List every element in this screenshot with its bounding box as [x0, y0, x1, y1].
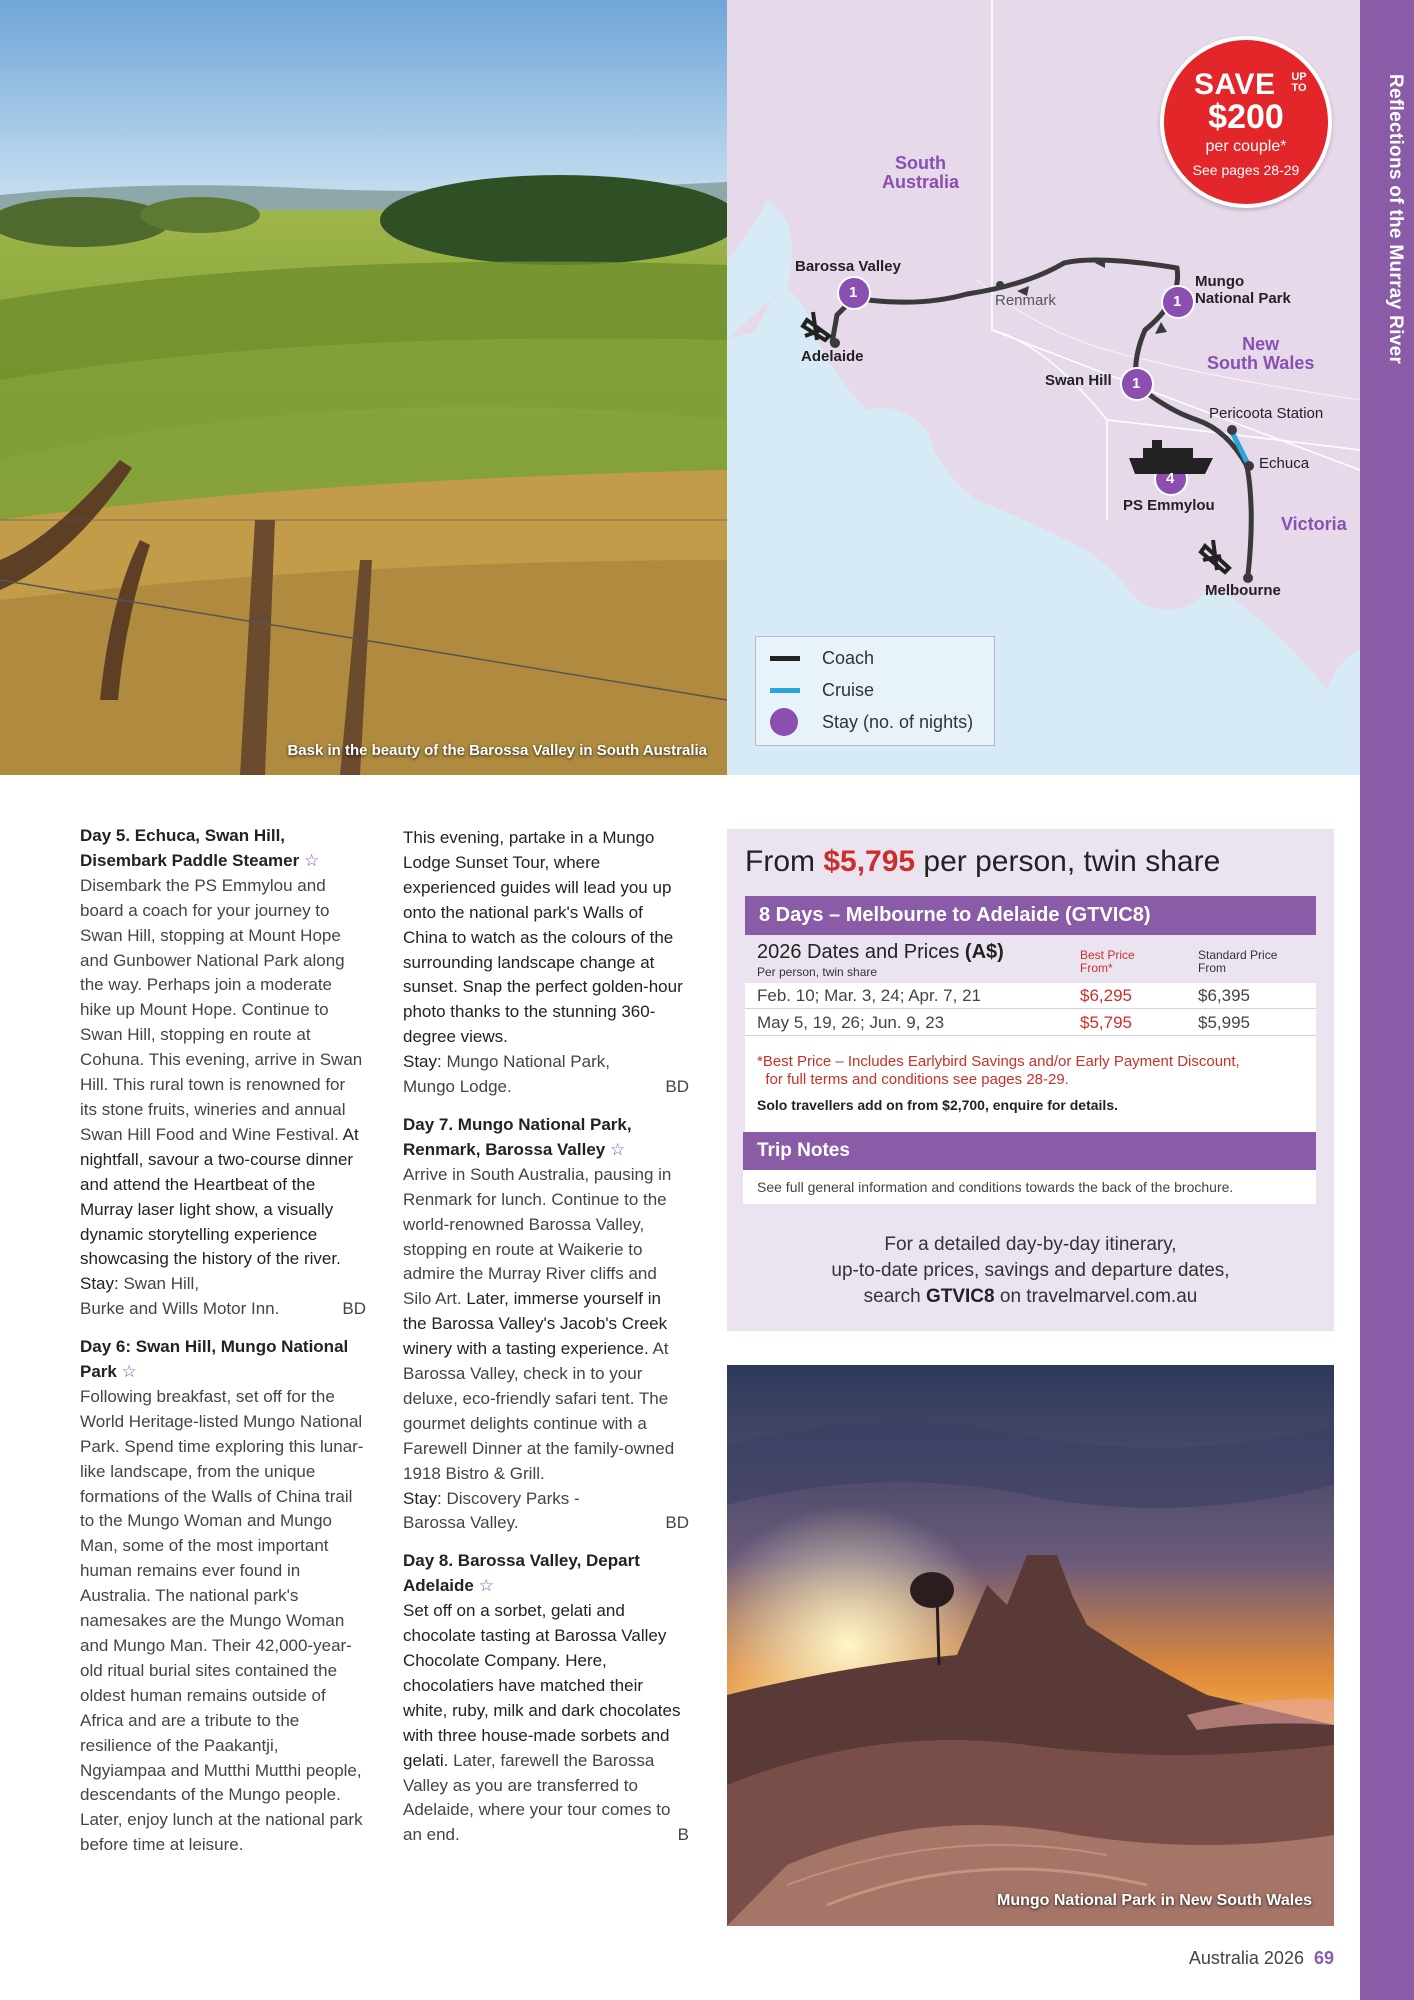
standard-price-header: Standard Price From: [1198, 948, 1278, 975]
day-5-stay-line-1: Swan Hill,: [118, 1274, 200, 1294]
day-7-title-text: Day 7. Mungo National Park, Renmark, Barossa Valley: [403, 1114, 632, 1159]
day-7-meals: BD: [665, 1513, 689, 1533]
stay-marker-swan-hill: 1: [1132, 375, 1141, 392]
row-standard-price: $6,395: [1198, 986, 1250, 1005]
coach-line-icon: [770, 656, 800, 661]
itinerary-search-note: [727, 1232, 1334, 1310]
price-table: [745, 935, 1316, 1149]
save-badge-per: per couple*: [1205, 138, 1287, 155]
day-5-title-text: Day 5. Echuca, Swan Hill, Disembark Paddle Steamer: [80, 826, 300, 870]
from-price-line: [745, 845, 1220, 879]
day-8-highlight: Set off on a sorbet, gelati and chocolate tasting at Barossa Valley Chocolate Company. Here, chocolatiers have matched their white, ruby, milk and dark chocolates with three house-made sorbets and gelati.: [403, 1601, 681, 1770]
page-number: 69: [1313, 1948, 1334, 1968]
day-8-title: [403, 1549, 689, 1599]
best-price-header: Best Price From*: [1080, 948, 1135, 975]
tour-title-bar: 8 Days – Melbourne to Adelaide (GTVIC8): [745, 896, 1316, 935]
stay-label: Stay:: [403, 1488, 442, 1508]
day-6-body: Following breakfast, set off for the World Heritage-listed Mungo National Park. Spend time exploring this lunar-like landscape, from the unique formations of the Walls of China trail to the Mungo Woman and Mungo Man, some of the most important human remains ever found in Australia. The national park's namesakes are the Mungo Woman and Mungo Man. Their 42,000-year-old ritual burial sites contained the oldest human remains outside of Africa and are a tribute to the resilience of the Paakantji, Ngyiampaa and Mutthi Mutthi people, descendants of the Mungo people. Later, enjoy lunch at the national park before time at leisure.: [80, 1386, 364, 1855]
best-price-note: *Best Price – Includes Earlybird Savings and/or Early Payment Discount, for full terms and conditions see pages 28-29.: [757, 1053, 1240, 1088]
legend-stay-label: Stay (no. of nights): [822, 711, 974, 732]
currency-label: (A$): [964, 941, 1004, 963]
table-row: [745, 983, 1316, 1009]
map-region-south-australia: South Australia: [882, 153, 960, 192]
day-5-stay: [80, 1272, 366, 1297]
day-6-stay: [403, 1050, 689, 1075]
legend-cruise: [770, 677, 874, 703]
star-icon: ☆: [303, 850, 320, 870]
day-7-body: Arrive in South Australia, pausing in Renmark for lunch. Continue to the world-renowned Barossa Valley, stopping en route at Waikerie to admire the Murray River cliffs and Silo Art.: [403, 1164, 672, 1309]
map-region-victoria: Victoria: [1281, 514, 1347, 534]
map-place-adelaide: Adelaide: [801, 348, 864, 365]
save-badge: [1160, 36, 1332, 208]
star-icon: ☆: [121, 1362, 137, 1382]
day-6-stay-line-1: Mungo National Park,: [441, 1052, 610, 1072]
legend-coach-label: Coach: [822, 647, 875, 668]
dates-title: [757, 941, 1004, 964]
tour-code: GTVIC8: [925, 1286, 995, 1307]
mungo-photo-caption: Mungo National Park in New South Wales: [997, 1892, 1312, 1909]
from-prefix: From: [745, 845, 824, 878]
save-badge-see-pages: See pages 28-29: [1192, 162, 1300, 178]
pricing-panel: [727, 829, 1334, 1331]
dates-subtitle: Per person, twin share: [757, 965, 878, 979]
day-5-meals: BD: [342, 1299, 366, 1319]
day-8-meals: B: [677, 1825, 689, 1845]
map-place-echuca: Echuca: [1259, 455, 1310, 472]
row-dates: May 5, 19, 26; Jun. 9, 23: [757, 1013, 945, 1032]
map-place-melbourne: Melbourne: [1205, 582, 1281, 599]
itinerary-column-2: [403, 826, 689, 1861]
map-place-renmark: Renmark: [995, 292, 1056, 309]
solo-traveller-note: Solo travellers add on from $2,700, enquire for details.: [757, 1097, 1118, 1113]
day-8-body: Later, farewell the Barossa Valley as you are transferred to Adelaide, where your tour comes to an end.: [403, 1750, 671, 1845]
stay-marker-mungo: 1: [1173, 293, 1182, 310]
day-5-stay-line: [80, 1297, 366, 1322]
day-7: [403, 1113, 689, 1536]
map-place-barossa-valley: Barossa Valley: [795, 258, 901, 275]
map-place-pericoota: Pericoota Station: [1209, 405, 1324, 422]
legend-cruise-label: Cruise: [822, 679, 875, 700]
star-icon: ☆: [609, 1139, 626, 1159]
map-place-mungo: Mungo National Park: [1195, 273, 1291, 307]
from-price: $5,795: [823, 845, 916, 878]
day-7-stay: [403, 1487, 689, 1512]
day-6-highlight: This evening, partake in a Mungo Lodge Sunset Tour, where experienced guides will lead you up onto the national park's Walls of China to watch as the colours of the surrounding landscape change at sunset. Snap the perfect golden-hour photo thanks to the stunning 360-degree views.: [403, 828, 683, 1047]
map-place-swan-hill: Swan Hill: [1045, 372, 1112, 389]
stay-label: Stay:: [403, 1052, 442, 1072]
stay-label: Stay:: [80, 1274, 119, 1294]
barossa-vineyard-photo: [0, 0, 727, 775]
day-8: [403, 1549, 689, 1848]
cruise-line-icon: [770, 688, 800, 693]
price-table-header: [745, 935, 1316, 983]
itinerary-note-search: search: [863, 1286, 926, 1307]
legend-coach: [770, 645, 874, 671]
day-8-title-text: Day 8. Barossa Valley, Depart Adelaide: [403, 1551, 640, 1596]
day-7-title: [403, 1113, 689, 1163]
day-6-title: [80, 1335, 366, 1385]
route-map: [727, 0, 1360, 775]
day-6-stay-line: [403, 1075, 689, 1100]
itinerary-note-line-3: [727, 1284, 1334, 1310]
map-place-ps-emmylou: PS Emmylou: [1123, 497, 1215, 514]
day-6-title-text: Day 6: Swan Hill, Mungo National Park: [80, 1337, 349, 1382]
save-badge-amount: $200: [1208, 98, 1284, 136]
day-7-stay-line-1: Discovery Parks -: [441, 1488, 580, 1508]
stay-marker-barossa: 1: [849, 284, 858, 301]
trip-notes-bar: Trip Notes: [743, 1132, 1316, 1170]
map-legend: [755, 636, 995, 746]
day-6: [80, 1335, 366, 1858]
itinerary-column-1: [80, 824, 366, 1871]
stay-marker-emmylou: 4: [1166, 470, 1175, 487]
day-5-title: [80, 824, 366, 874]
day-7-stay-line: [403, 1511, 689, 1536]
row-best-price: $5,795: [1080, 1013, 1132, 1032]
page-footer: [1189, 1948, 1334, 1969]
day-6-stay-line-2: Mungo Lodge.: [403, 1077, 512, 1097]
row-best-price: $6,295: [1080, 986, 1132, 1005]
itinerary-note-line-2: up-to-date prices, savings and departure dates,: [831, 1260, 1230, 1281]
table-row: [745, 1010, 1316, 1036]
day-5-highlight: At nightfall, savour a two-course dinner and attend the Heartbeat of the Murray laser light show, a visually dynamic storytelling experience showcasing the history of the river.: [80, 1124, 359, 1269]
footer-section: Australia 2026: [1188, 1948, 1304, 1968]
row-standard-price: $5,995: [1198, 1013, 1250, 1032]
day-7-highlight: Later, immerse yourself in the Barossa Valley's Jacob's Creek winery with a tasting experience.: [403, 1289, 668, 1359]
day-7-stay-line-2: Barossa Valley.: [403, 1513, 519, 1533]
trip-notes-text: See full general information and conditions towards the back of the brochure.: [743, 1170, 1316, 1204]
hero-photo-caption: Bask in the beauty of the Barossa Valley in South Australia: [287, 742, 707, 759]
sidebar-title: Reflections of the Murray River: [1385, 74, 1406, 365]
day-6-continued: [403, 826, 689, 1100]
vineyard-image: [0, 0, 727, 775]
legend-stay: [770, 709, 973, 735]
day-7-body-end: At Barossa Valley, check in to your deluxe, eco-friendly safari tent. The gourmet delights continue with a Farewell Dinner at the family-owned 1918 Bistro & Grill.: [403, 1339, 675, 1483]
itinerary-note-website: on travelmarvel.com.au: [994, 1286, 1198, 1307]
star-icon: ☆: [478, 1576, 494, 1596]
save-badge-upto: UP TO: [1291, 71, 1307, 94]
itinerary-note-line-1: For a detailed day-by-day itinerary,: [884, 1234, 1177, 1255]
stay-dot-icon: [770, 708, 798, 736]
day-5-stay-line-2: Burke and Wills Motor Inn.: [80, 1299, 280, 1319]
mungo-photo: [727, 1365, 1334, 1926]
dates-title-text: 2026 Dates and Prices: [757, 941, 965, 963]
day-5: [80, 824, 366, 1322]
mungo-image: [727, 1365, 1334, 1926]
from-suffix: per person, twin share: [915, 845, 1221, 878]
map-region-new-south-wales: New South Wales: [1207, 334, 1315, 373]
row-dates: Feb. 10; Mar. 3, 24; Apr. 7, 21: [757, 986, 981, 1005]
day-5-body: Disembark the PS Emmylou and board a coach for your journey to Swan Hill, stopping at Mount Hope and Gunbower National Park along the way. Perhaps join a moderate hike up Mount Hope. Continue to Swan Hill, stopping en route at Cohuna. This evening, arrive in Swan Hill. This rural town is renowned for its stone fruits, wineries and annual Swan Hill Food and Wine Festival.: [80, 875, 363, 1144]
save-badge-title: SAVE: [1194, 68, 1276, 101]
day-6-meals: BD: [665, 1077, 689, 1097]
